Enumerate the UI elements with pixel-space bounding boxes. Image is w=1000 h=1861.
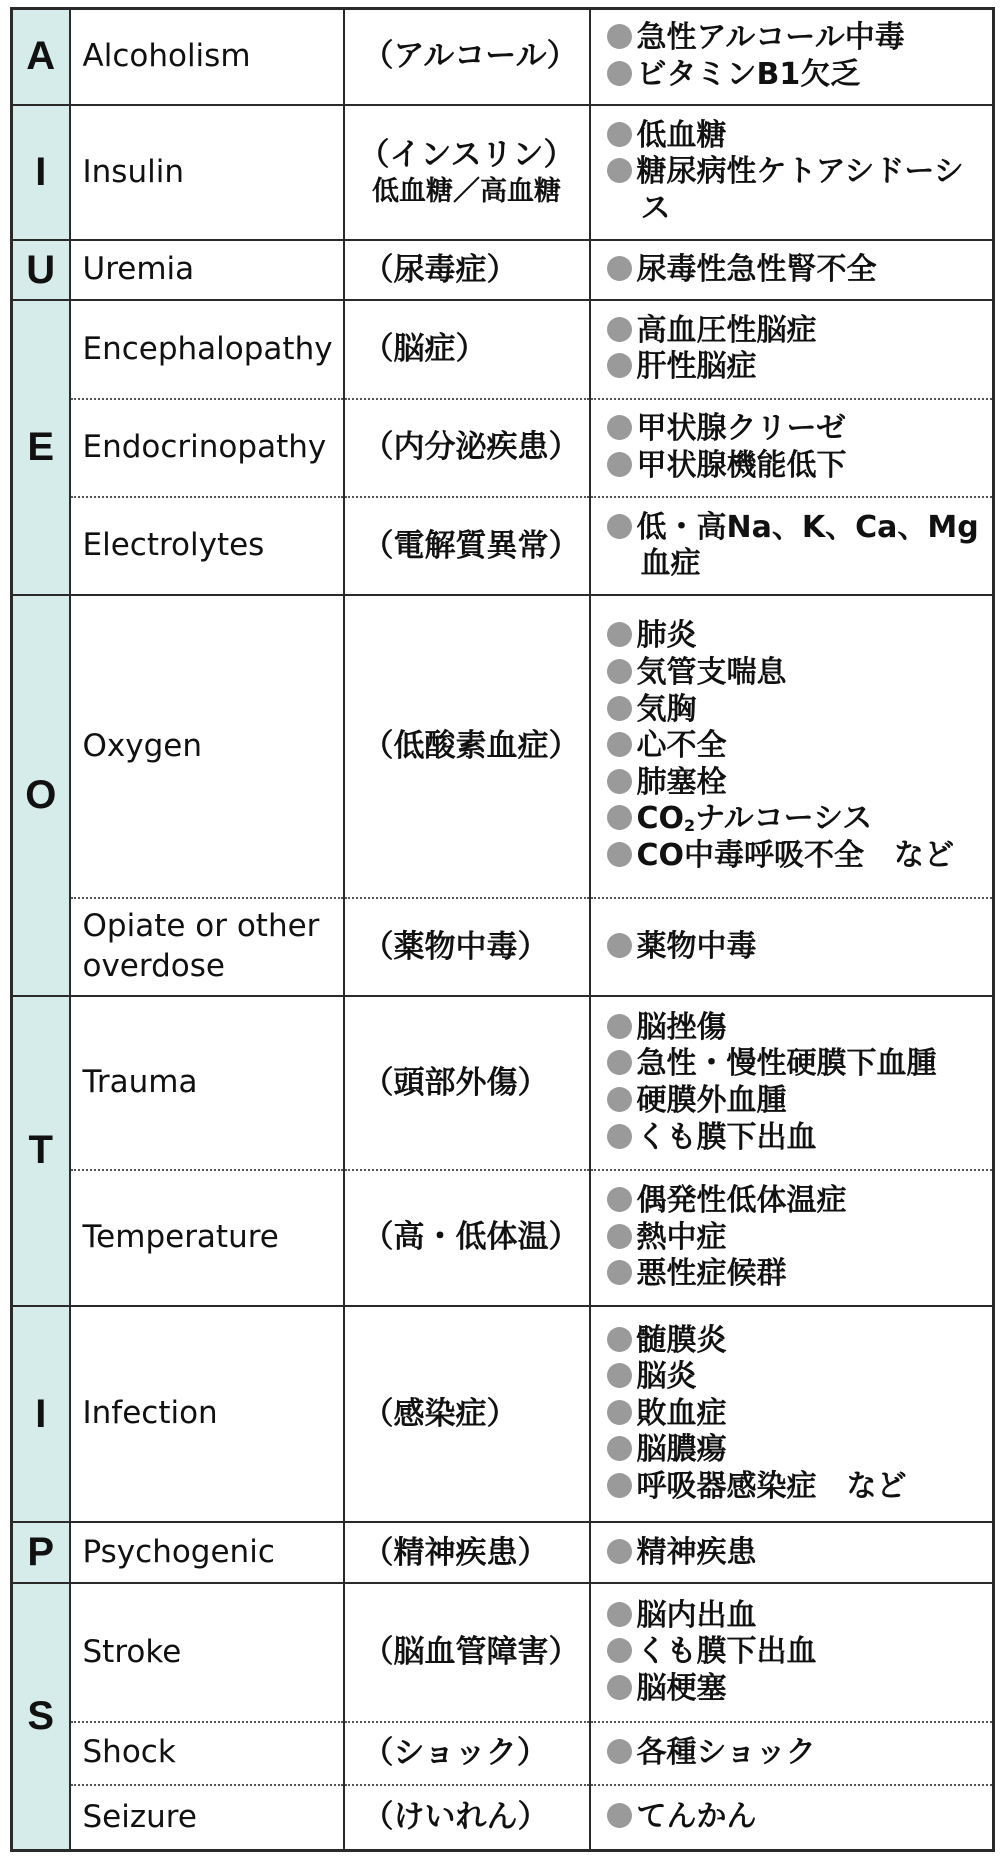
mnemonic-letter: T <box>12 996 70 1306</box>
list-item: 脳炎 <box>607 1359 993 1396</box>
mnemonic-letter: I <box>12 105 70 241</box>
list-item: 敗血症 <box>607 1396 993 1433</box>
term-cell: Psychogenic <box>70 1522 344 1583</box>
causes-cell <box>590 595 994 897</box>
list-item: 甲状腺機能低下 <box>607 448 993 485</box>
aiueo-tips-table <box>10 7 995 1852</box>
table-row <box>12 1306 994 1523</box>
list-item: 脳挫傷 <box>607 1010 993 1047</box>
term-cell: Oxygen <box>70 595 344 897</box>
table-row <box>12 9 994 105</box>
term-cell: Opiate or other overdose <box>70 898 344 996</box>
category-cell: （尿毒症） <box>344 240 590 300</box>
mnemonic-letter: A <box>12 9 70 105</box>
category-cell: （精神疾患） <box>344 1522 590 1583</box>
category-cell: （アルコール） <box>344 9 590 105</box>
list-item: 肺塞栓 <box>607 765 993 802</box>
list-item: 高血圧性脳症 <box>607 313 993 350</box>
category-cell: （ショック） <box>344 1722 590 1785</box>
causes-cell <box>590 9 994 105</box>
category-cell: （頭部外傷） <box>344 996 590 1170</box>
term-cell: Stroke <box>70 1583 344 1721</box>
causes-cell <box>590 399 994 497</box>
causes-cell <box>590 996 994 1170</box>
table-row <box>12 595 994 897</box>
causes-cell <box>590 105 994 241</box>
list-item: 脳膿瘍 <box>607 1432 993 1469</box>
list-item: 肝性脳症 <box>607 349 993 386</box>
co2-text: CO <box>636 801 685 837</box>
category-sublabel: 低血糖／高血糖 <box>372 175 561 207</box>
term-cell: Alcoholism <box>70 9 344 105</box>
term-cell: Temperature <box>70 1170 344 1306</box>
list-item: 急性・慢性硬膜下血腫 <box>607 1046 993 1083</box>
list-item: てんかん <box>607 1799 993 1836</box>
list-item: 脳内出血 <box>607 1598 993 1635</box>
list-item: 糖尿病性ケトアシドーシス <box>607 154 993 227</box>
table-row <box>12 300 994 398</box>
causes-cell <box>590 300 994 398</box>
table-row <box>12 399 994 497</box>
mnemonic-letter: S <box>12 1583 70 1850</box>
list-item: CO中毒呼吸不全 など <box>607 838 993 875</box>
list-item: 急性アルコール中毒 <box>607 20 993 57</box>
list-item: 硬膜外血腫 <box>607 1083 993 1120</box>
category-cell: （電解質異常） <box>344 497 590 595</box>
table-row <box>12 1583 994 1721</box>
co2-subscript: 2 <box>684 816 696 836</box>
list-item: 低・高Na、K、Ca、Mg血症 <box>607 510 993 583</box>
causes-cell <box>590 240 994 300</box>
table-row <box>12 1170 994 1306</box>
category-cell: （低酸素血症） <box>344 595 590 897</box>
list-item: 薬物中毒 <box>607 929 993 966</box>
mnemonic-letter: I <box>12 1306 70 1523</box>
narcosis-text: ナルコーシス <box>695 801 873 837</box>
causes-cell <box>590 1170 994 1306</box>
category-cell: （感染症） <box>344 1306 590 1523</box>
causes-cell <box>590 1583 994 1721</box>
list-item: ビタミンB1欠乏 <box>607 57 993 94</box>
term-cell: Endocrinopathy <box>70 399 344 497</box>
table-row <box>12 497 994 595</box>
table-row <box>12 240 994 300</box>
list-item: 熱中症 <box>607 1220 993 1257</box>
term-cell: Trauma <box>70 996 344 1170</box>
mnemonic-letter: E <box>12 300 70 595</box>
table-row <box>12 1722 994 1785</box>
list-item: 呼吸器感染症 など <box>607 1469 993 1506</box>
category-label: （インスリン） <box>358 137 575 174</box>
category-cell: （けいれん） <box>344 1785 590 1851</box>
table-row <box>12 105 994 241</box>
table-row <box>12 1785 994 1851</box>
mnemonic-letter: P <box>12 1522 70 1583</box>
causes-cell <box>590 1722 994 1785</box>
list-item: 低血糖 <box>607 118 993 155</box>
term-cell: Insulin <box>70 105 344 241</box>
table-row <box>12 996 994 1170</box>
term-cell: Electrolytes <box>70 497 344 595</box>
list-item: 各種ショック <box>607 1735 993 1772</box>
causes-cell <box>590 1785 994 1851</box>
list-item: 気胸 <box>607 692 993 729</box>
list-item: 甲状腺クリーゼ <box>607 411 993 448</box>
list-item: 心不全 <box>607 728 993 765</box>
table-row <box>12 898 994 996</box>
category-cell: （内分泌疾患） <box>344 399 590 497</box>
table-row <box>12 1522 994 1583</box>
mnemonic-letter: O <box>12 595 70 996</box>
list-item: 髄膜炎 <box>607 1323 993 1360</box>
list-item: くも膜下出血 <box>607 1634 993 1671</box>
causes-cell <box>590 497 994 595</box>
category-cell: （薬物中毒） <box>344 898 590 996</box>
causes-cell <box>590 1522 994 1583</box>
term-cell: Infection <box>70 1306 344 1523</box>
list-item: 偶発性低体温症 <box>607 1183 993 1220</box>
list-item: 精神疾患 <box>607 1535 993 1572</box>
category-cell <box>344 105 590 241</box>
causes-cell <box>590 1306 994 1523</box>
list-item: 悪性症候群 <box>607 1256 993 1293</box>
term-cell: Seizure <box>70 1785 344 1851</box>
list-item: くも膜下出血 <box>607 1120 993 1157</box>
list-item: 気管支喘息 <box>607 655 993 692</box>
category-cell: （脳症） <box>344 300 590 398</box>
list-item: 肺炎 <box>607 618 993 655</box>
category-cell: （高・低体温） <box>344 1170 590 1306</box>
list-item <box>607 801 993 838</box>
mnemonic-letter: U <box>12 240 70 300</box>
term-cell: Encephalopathy <box>70 300 344 398</box>
category-cell: （脳血管障害） <box>344 1583 590 1721</box>
term-cell: Uremia <box>70 240 344 300</box>
causes-cell <box>590 898 994 996</box>
list-item: 尿毒性急性腎不全 <box>607 252 993 289</box>
term-cell: Shock <box>70 1722 344 1785</box>
list-item: 脳梗塞 <box>607 1671 993 1708</box>
